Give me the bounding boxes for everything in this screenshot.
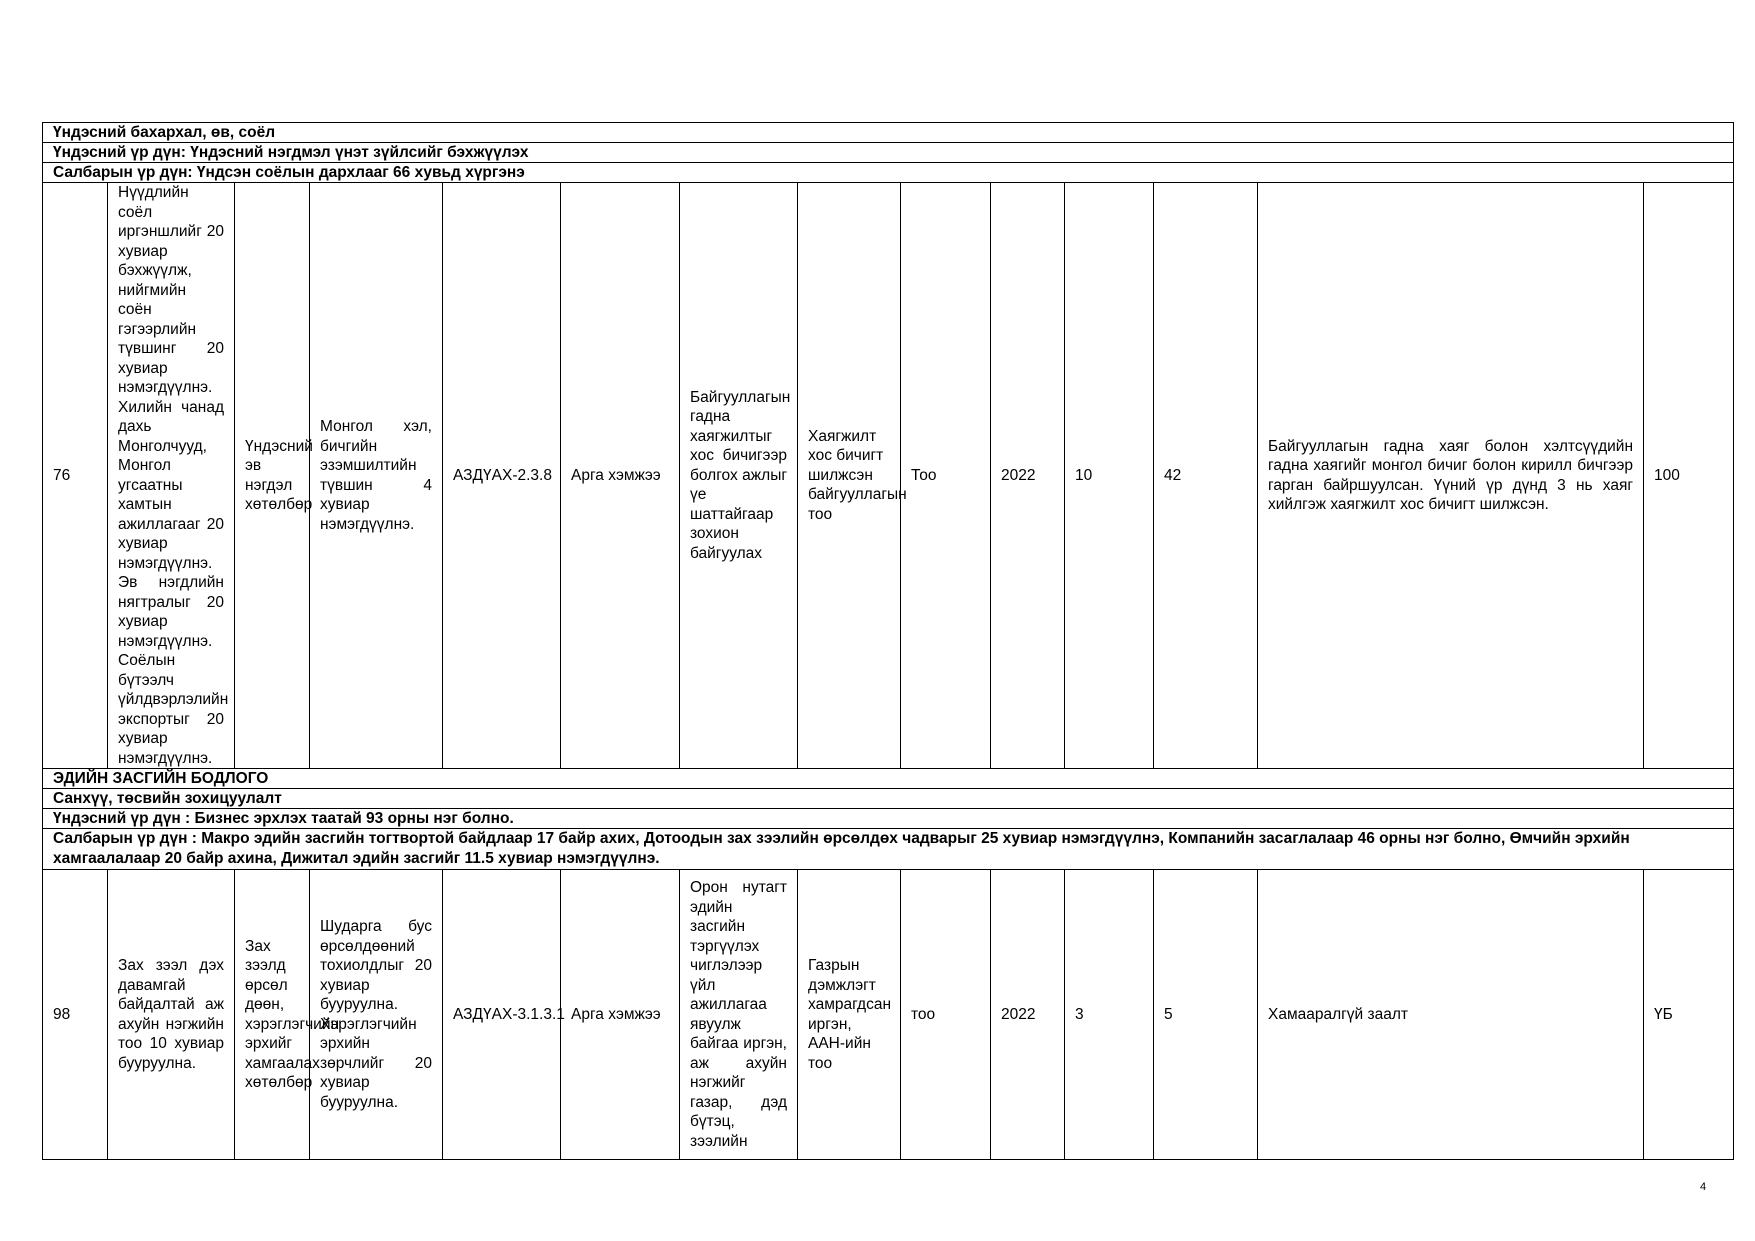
goal-cell: Нүүдлийн соёл иргэншлийг 20 хувиар бэхжүүлж, нийгмийн соён гэгээрлийн түвшинг 20 хувиар нэмэгдүүлнэ. Хилийн чанад дахь Монголчууд, Монгол угсаатны хамтын ажиллагааг 20 хувиар нэмэгдүүлнэ. Эв нэгдлийн нягтралыг 20 хувиар нэмэгдүүлнэ. Соёлын бүтээлч үйлдвэрлэлийн экспортыг 20 хувиар нэмэгдүүлнэ. <box>108 183 235 769</box>
activity-cell: Орон нутагт эдийн засгийн тэргүүлэх чиглэлээр үйл ажиллагаа явуулж байгаа иргэн, аж ахуйн нэгжийг газар, дэд бүтэц, зээлийн <box>680 870 798 1160</box>
national-result-row <box>43 809 1734 829</box>
unit-cell: тоо <box>901 870 991 1160</box>
national-result: Үндэсний үр дүн: Үндэсний нэгдмэл үнэт зүйлсийг бэхжүүлэх <box>43 143 1734 163</box>
base-value-cell: 10 <box>1065 183 1154 769</box>
row-number: 76 <box>43 183 108 769</box>
score-cell: ҮБ <box>1644 870 1734 1160</box>
result-cell: Хамааралгүй заалт <box>1258 870 1644 1160</box>
code-cell: АЗДҮАХ-3.1.3.1 <box>443 870 561 1160</box>
activity-cell: Байгууллагын гадна хаягжилтыг хос бичигээр болгох ажлыг үе шаттайгаар зохион байгуулах <box>680 183 798 769</box>
row-number: 98 <box>43 870 108 1160</box>
goal-cell: Зах зээл дэх давамгай байдалтай аж ахуйн нэгжийн тоо 10 хувиар бууруулна. <box>108 870 235 1160</box>
table-row <box>43 870 1734 1160</box>
section-subheader-row <box>43 789 1734 809</box>
target-value-cell: 5 <box>1154 870 1258 1160</box>
sector-result: Салбарын үр дүн: Үндсэн соёлын дархлааг 66 хувьд хүргэнэ <box>43 163 1734 183</box>
base-year-cell: 2022 <box>991 183 1065 769</box>
indicator-cell: Хаягжилт хос бичигт шилжсэн байгууллагын тоо <box>798 183 901 769</box>
section-title: Үндэсний бахархал, өв, соёл <box>43 123 1734 143</box>
base-value-cell: 3 <box>1065 870 1154 1160</box>
result-cell: Байгууллагын гадна хаяг болон хэлтсүүдийн гадна хаягийг монгол бичиг болон кирилл бичгээр гарган байршуулсан. Үүний үр дүнд 3 нь хаяг хийлгэж хаягжилт хос бичигт шилжсэн. <box>1258 183 1644 769</box>
sector-result-row <box>43 163 1734 183</box>
target-cell: Шударга бус өрсөлдөөний тохиолдлыг 20 хувиар бууруулна. Хэрэглэгчийн эрхийн зөрчлийг 20 хувиар бууруулна. <box>310 870 443 1160</box>
unit-cell: Тоо <box>901 183 991 769</box>
sector-result-row <box>43 829 1734 870</box>
section-subtitle: Санхүү, төсвийн зохицуулалт <box>43 789 1734 809</box>
plan-table <box>42 122 1734 1160</box>
code-cell: АЗДҮАХ-2.3.8 <box>443 183 561 769</box>
section-header-row <box>43 769 1734 789</box>
section-title: ЭДИЙН ЗАСГИЙН БОДЛОГО <box>43 769 1734 789</box>
section-header-row <box>43 123 1734 143</box>
policy-cell: Үндэсний эв нэгдэл хөтөлбөр <box>235 183 310 769</box>
base-year-cell: 2022 <box>991 870 1065 1160</box>
policy-cell: Зах зээлд өрсөл дөөн, хэрэглэгчийн эрхийг хамгаалах хөтөлбөр <box>235 870 310 1160</box>
score-cell: 100 <box>1644 183 1734 769</box>
target-cell: Монгол хэл, бичгийн эзэмшилтийн түвшин 4 хувиар нэмэгдүүлнэ. <box>310 183 443 769</box>
table-row <box>43 183 1734 769</box>
national-result-row <box>43 143 1734 163</box>
sector-result: Салбарын үр дүн : Макро эдийн засгийн тогтвортой байдлаар 17 байр ахих, Дотоодын зах зээлийн өрсөлдөх чадварыг 25 хувиар нэмэгдүүлнэ, Компанийн засаглалаар 46 орны нэг болно, Өмчийн эрхийн хамгаалалаар 20 байр ахина, Дижитал эдийн засгийг 11.5 хувиар нэмэгдүүлнэ. <box>43 829 1734 870</box>
type-cell: Арга хэмжээ <box>561 870 680 1160</box>
national-result: Үндэсний үр дүн : Бизнес эрхлэх таатай 93 орны нэг болно. <box>43 809 1734 829</box>
indicator-cell: Газрын дэмжлэгт хамрагдсан иргэн, ААН-ийн тоо <box>798 870 901 1160</box>
page-number: 4 <box>1700 1181 1707 1193</box>
type-cell: Арга хэмжээ <box>561 183 680 769</box>
target-value-cell: 42 <box>1154 183 1258 769</box>
